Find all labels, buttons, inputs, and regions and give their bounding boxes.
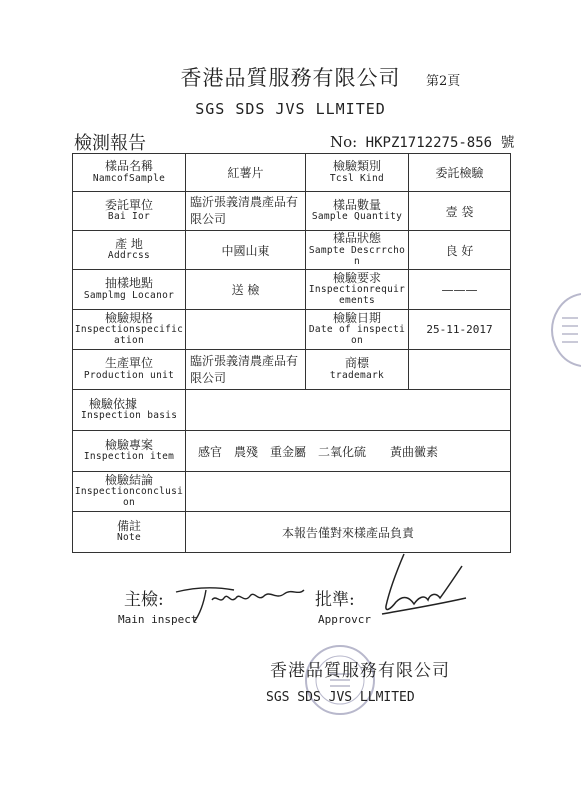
- specification-label: 檢驗規格 Inspectionspecification: [73, 310, 186, 350]
- footer-company-en: SGS SDS JVS LLMITED: [266, 690, 415, 705]
- sample-name-label: 樣品名稱 NamcofSample: [73, 154, 186, 192]
- production-unit-label: 生產單位 Production unit: [73, 350, 186, 390]
- quantity-label: 樣品數量 Sample Quantity: [306, 192, 409, 231]
- client-label: 委託單位 Bai Ior: [73, 192, 186, 231]
- report-title: 檢測報告: [74, 133, 146, 154]
- items-value: 感官 農殘 重金屬 二氧化硫 黃曲黴素: [186, 431, 511, 472]
- items-label: 檢驗專案 Inspection item: [73, 431, 186, 472]
- table-row: [73, 472, 511, 512]
- inspection-date-value: 25-11-2017: [409, 310, 511, 350]
- company-name-cn: 香港品質服務有限公司: [180, 66, 401, 90]
- test-type-label: 檢驗類別 Tcsl Kind: [306, 154, 409, 192]
- table-row: [73, 231, 511, 270]
- requirements-label: 檢驗要求 Inspectionrequirements: [306, 270, 409, 310]
- trademark-value: [409, 350, 511, 390]
- production-unit-value: 臨沂張義清農產品有限公司: [186, 350, 306, 390]
- condition-label: 樣品狀態 Sampte Descrrchon: [306, 231, 409, 270]
- note-value: 本報告僅對來樣產品負責: [186, 512, 511, 553]
- table-row: [73, 310, 511, 350]
- client-value: 臨沂張義清農產品有限公司: [186, 192, 306, 231]
- table-row: [73, 431, 511, 472]
- basis-label: 檢驗依據 Inspection basis: [73, 390, 186, 431]
- note-label: 備註 Note: [73, 512, 186, 553]
- inspector-label-en: Main inspect: [118, 613, 198, 626]
- table-row: [73, 512, 511, 553]
- report-number-value: HKPZ1712275-856 號: [365, 135, 515, 151]
- approver-label: 批準:: [315, 590, 355, 610]
- quantity-value: 壹 袋: [409, 192, 511, 231]
- test-type-value: 委託檢驗: [409, 154, 511, 192]
- sampling-place-label: 抽樣地點 Samplmg Locanor: [73, 270, 186, 310]
- table-row: [73, 154, 511, 192]
- approver-signature: [370, 548, 480, 623]
- table-row: [73, 350, 511, 390]
- table-row: [73, 192, 511, 231]
- approver-label-en: Approvcr: [318, 613, 371, 626]
- sample-name-value: 紅薯片: [186, 154, 306, 192]
- origin-value: 中國山東: [186, 231, 306, 270]
- sampling-place-value: 送 檢: [186, 270, 306, 310]
- inspector-label: 主檢:: [124, 590, 164, 610]
- requirements-value: ———: [409, 270, 511, 310]
- page-number: 第2頁: [426, 74, 461, 89]
- table-row: [73, 390, 511, 431]
- report-number-label: No:: [330, 133, 358, 151]
- trademark-label: 商標 trademark: [306, 350, 409, 390]
- report-table: [72, 153, 511, 553]
- inspector-signature: [172, 570, 332, 625]
- origin-label: 產 地 Addrcss: [73, 231, 186, 270]
- inspection-date-label: 檢驗日期 Date of inspection: [306, 310, 409, 350]
- conclusion-value: [186, 472, 511, 512]
- basis-value: [186, 390, 511, 431]
- report-number: [330, 132, 515, 152]
- side-stamp-icon: [548, 290, 581, 370]
- company-name-en: SGS SDS JVS LLMITED: [195, 100, 386, 118]
- footer-company-cn: 香港品質服務有限公司: [270, 661, 450, 681]
- specification-value: [186, 310, 306, 350]
- condition-value: 良 好: [409, 231, 511, 270]
- conclusion-label: 檢驗結論 Inspectionconclusion: [73, 472, 186, 512]
- table-row: [73, 270, 511, 310]
